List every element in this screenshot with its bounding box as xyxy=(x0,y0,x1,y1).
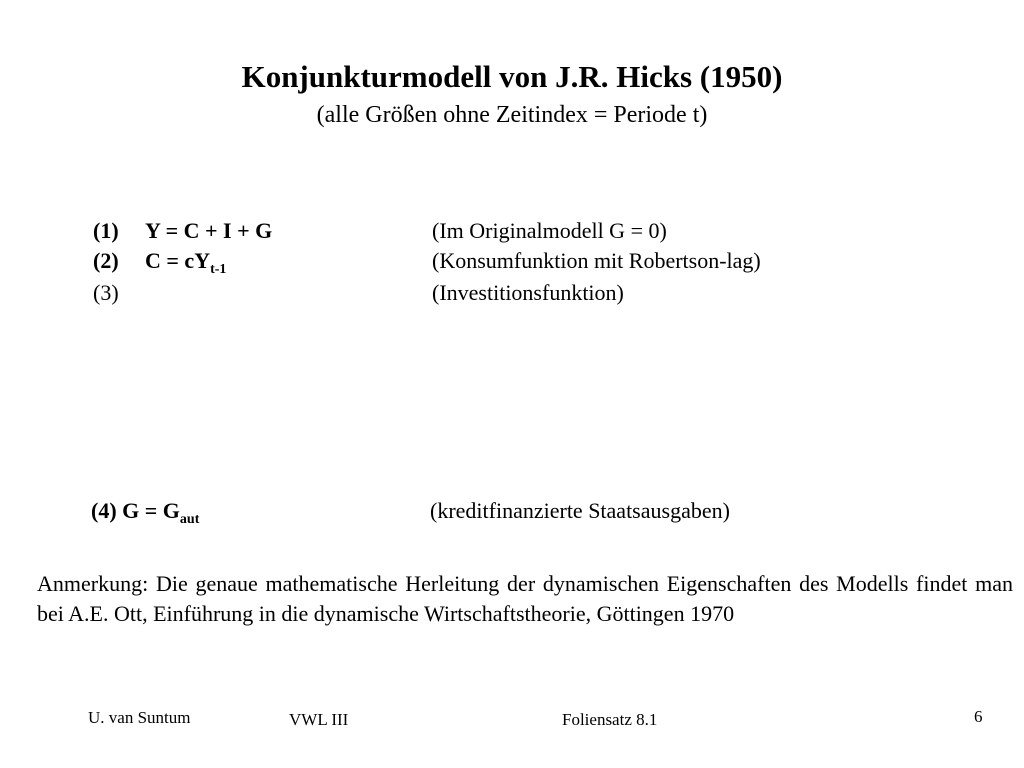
equation-comment: (kreditfinanzierte Staatsausgaben) xyxy=(430,498,730,523)
note-paragraph: Anmerkung: Die genaue mathematische Herleitung der dynamischen Eigenschaften des Modells findet man bei A.E. Ott, Einführung in die dynamische Wirtschaftstheorie, Göttingen 1970 xyxy=(37,571,1013,626)
equation-row-1 xyxy=(93,216,993,246)
slide-title: Konjunkturmodell von J.R. Hicks (1950) xyxy=(241,59,783,94)
equation-number: (2) xyxy=(93,248,119,273)
equation-number: (3) xyxy=(93,280,119,305)
footer-author: U. van Suntum xyxy=(88,708,191,727)
equation-row-4 xyxy=(91,496,991,526)
formula-main: C = cY xyxy=(145,248,211,273)
formula-subscript: aut xyxy=(179,512,200,527)
footer-course: VWL III xyxy=(289,710,349,729)
equation-comment: (Investitionsfunktion) xyxy=(432,280,624,305)
equation-formula xyxy=(145,246,226,276)
footer-page-number: 6 xyxy=(974,707,983,726)
formula-main: Y = C + I + G xyxy=(145,218,273,243)
formula-subscript: t-1 xyxy=(210,262,227,277)
equation-row-3 xyxy=(93,278,993,308)
slide-subtitle: (alle Größen ohne Zeitindex = Periode t) xyxy=(316,102,708,128)
formula-main: (4) G = G xyxy=(91,498,180,523)
equation-formula xyxy=(91,496,199,526)
equation-formula xyxy=(145,216,272,246)
equation-comment: (Im Originalmodell G = 0) xyxy=(432,218,667,243)
footer-slide-set: Foliensatz 8.1 xyxy=(562,710,658,729)
equation-row-2 xyxy=(93,246,993,276)
equation-number: (1) xyxy=(93,218,119,243)
equation-comment: (Konsumfunktion mit Robertson-lag) xyxy=(432,248,761,273)
